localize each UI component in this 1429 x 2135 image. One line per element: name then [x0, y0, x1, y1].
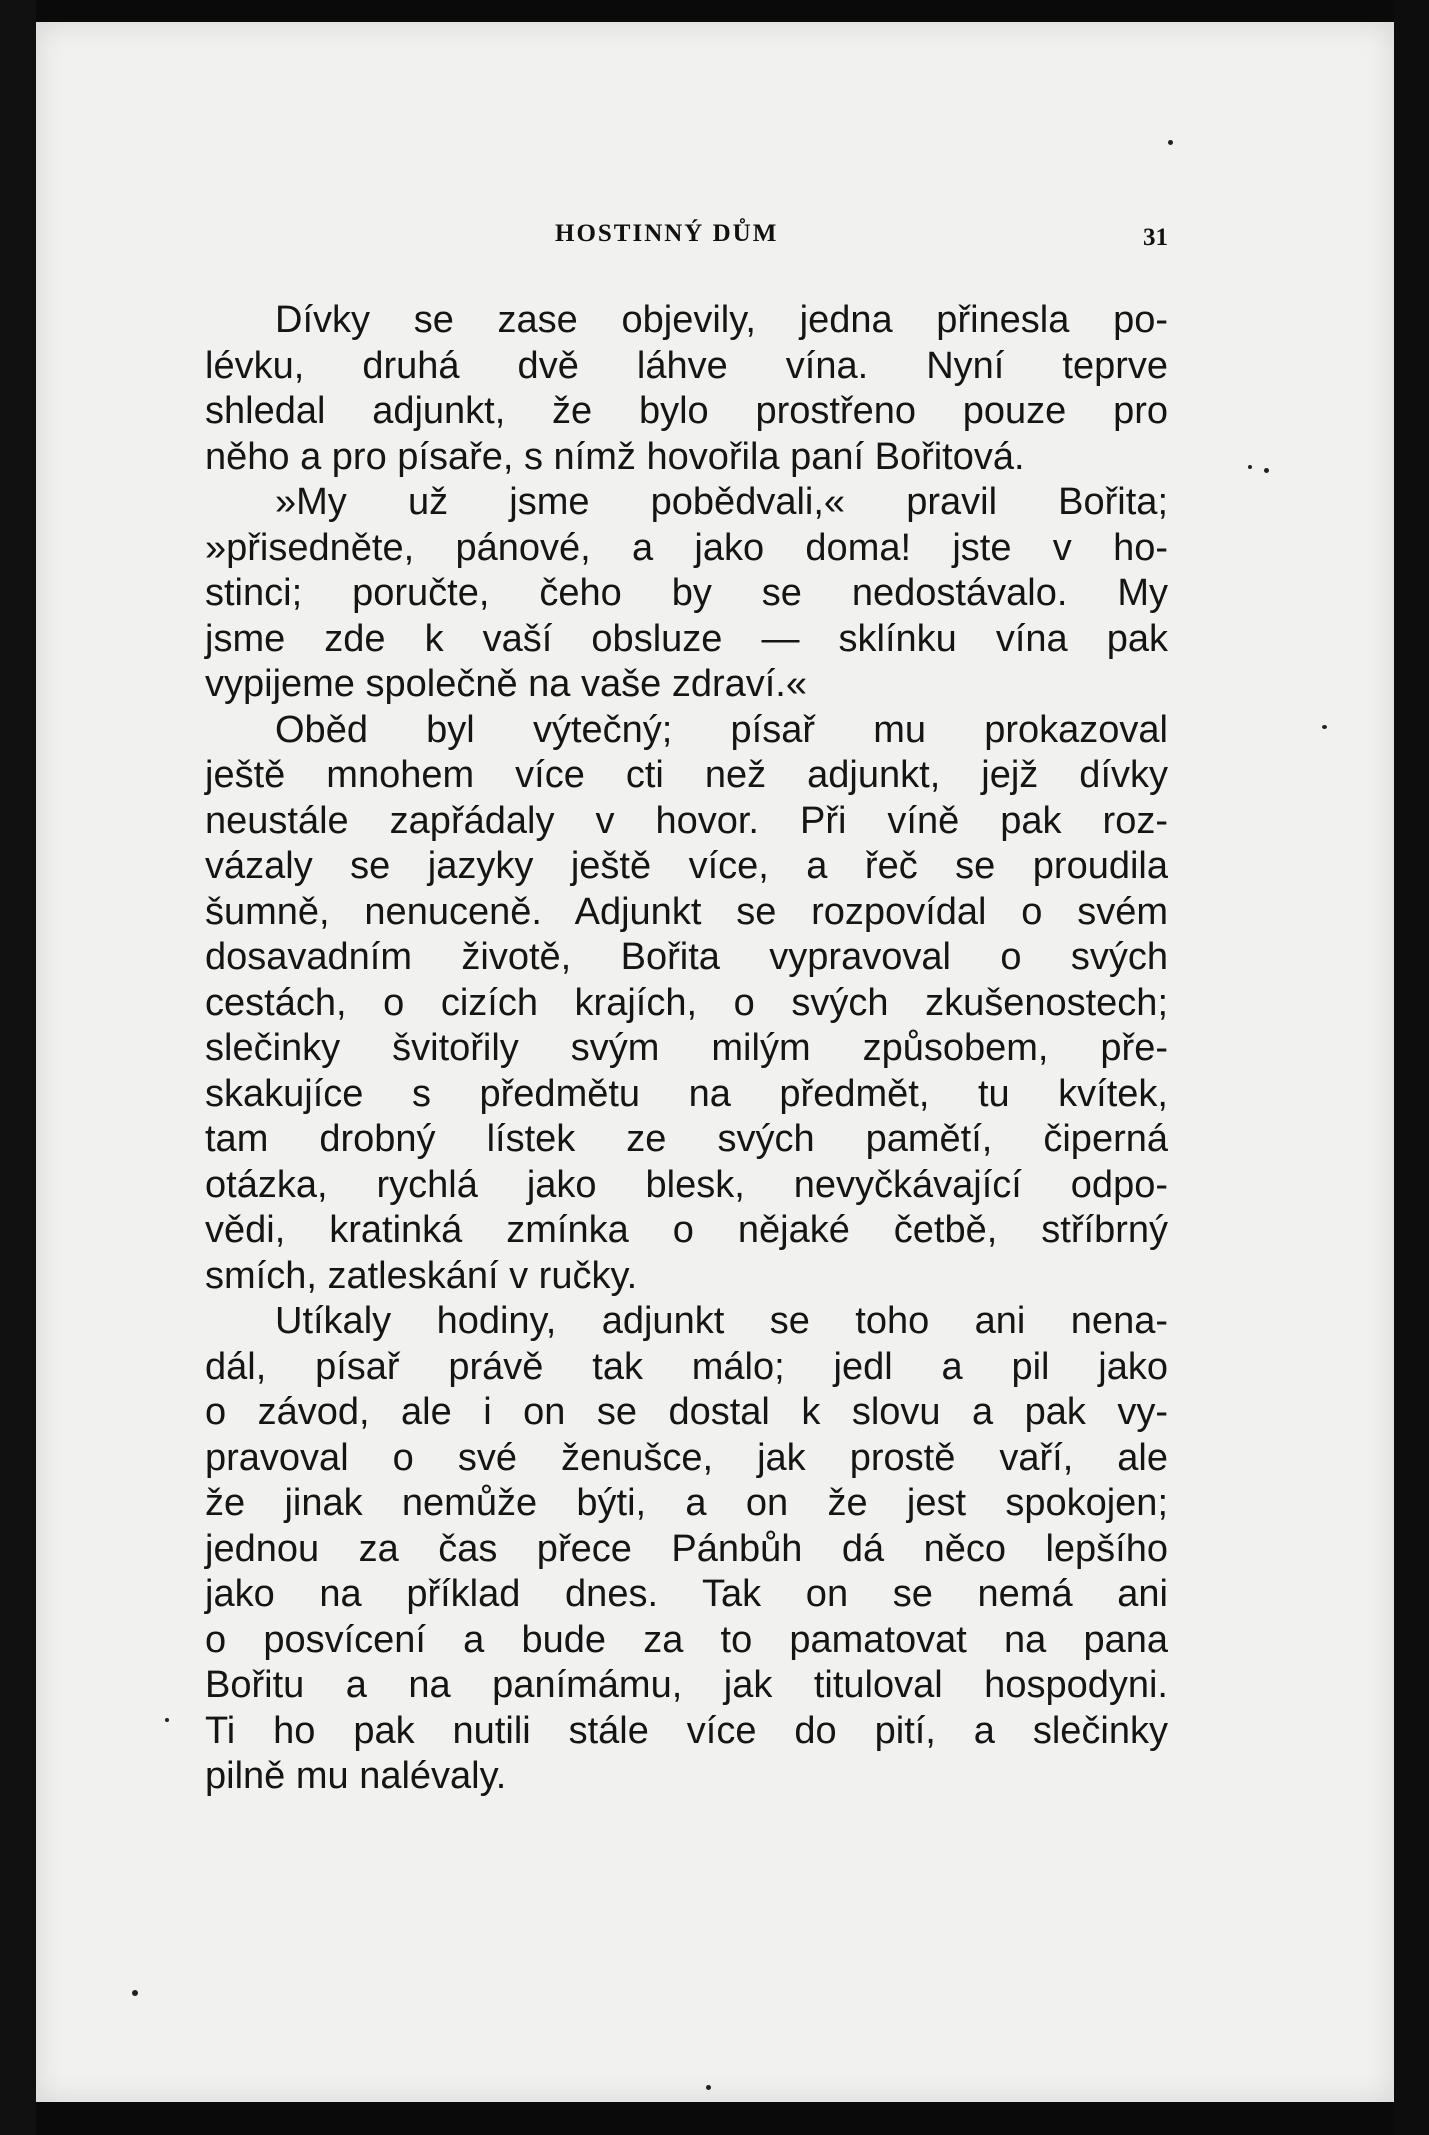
text-line: že jinak nemůže býti, a on že jest spokojen;: [205, 1482, 1168, 1524]
text-line: o posvícení a bude za to pamatovat na pana: [205, 1618, 1168, 1661]
text-line: šumně, nenuceně. Adjunkt se rozpovídal o svém: [205, 890, 1168, 933]
text-line: pilně mu nalévaly.: [205, 1755, 507, 1797]
scan-speck: [706, 2085, 711, 2090]
text-line: pravoval o své ženušce, jak prostě vaří, ale: [205, 1436, 1168, 1479]
paragraph-3: [205, 708, 1168, 1300]
body-text: [205, 298, 1168, 1800]
scan-speck: [165, 1718, 169, 1722]
text-line: stinci; poručte, čeho by se nedostávalo. My: [205, 572, 1168, 614]
text-line: Ti ho pak nutili stále více do pití, a slečinky: [205, 1709, 1168, 1752]
scan-speck: [1264, 468, 1269, 473]
text-line: neustále zapřádaly v hovor. Při víně pak roz-: [205, 799, 1168, 842]
text-line: jako na příklad dnes. Tak on se nemá ani: [205, 1573, 1168, 1615]
text-line: jsme zde k vaší obsluze — sklínku vína pak: [205, 617, 1168, 660]
text-line: Dívky se zase objevily, jedna přinesla po-: [275, 299, 1168, 341]
text-line: skakujíce s předmětu na předmět, tu kvítek,: [205, 1072, 1168, 1115]
scan-speck: [1168, 140, 1173, 145]
text-line: »přisedněte, pánové, a jako doma! jste v ho-: [205, 526, 1168, 569]
scan-left-edge: [0, 0, 36, 2135]
paragraph-1: [205, 298, 1168, 480]
running-head: [205, 220, 1168, 260]
text-line: dál, písař právě tak málo; jedl a pil jako: [205, 1345, 1168, 1388]
text-line: Utíkaly hodiny, adjunkt se toho ani nena-: [275, 1300, 1168, 1342]
text-line: ještě mnohem více cti než adjunkt, jejž dívky: [205, 754, 1168, 796]
paragraph-4: [205, 1299, 1168, 1800]
text-line: tam drobný lístek ze svých pamětí, čiperná: [205, 1118, 1168, 1160]
text-line: smích, zatleskání v ručky.: [205, 1254, 638, 1297]
page-number: 31: [1143, 224, 1168, 251]
running-title: HOSTINNÝ DŮM: [555, 220, 779, 247]
text-line: slečinky švitořily svým milým způsobem, pře-: [205, 1027, 1168, 1069]
text-line: vypijeme společně na vaše zdraví.«: [205, 663, 807, 705]
scan-right-edge: [1394, 0, 1429, 2135]
text-line: Oběd byl výtečný; písař mu prokazoval: [275, 708, 1168, 751]
text-line: dosavadním životě, Bořita vypravoval o svých: [205, 936, 1168, 978]
text-line: jednou za čas přece Pánbůh dá něco lepšího: [205, 1527, 1168, 1570]
text-line: vázaly se jazyky ještě více, a řeč se proudila: [205, 845, 1168, 887]
scan-speck: [1322, 725, 1327, 729]
text-line: »My už jsme pobědvali,« pravil Bořita;: [275, 481, 1168, 523]
text-line: lévku, druhá dvě láhve vína. Nyní teprve: [205, 344, 1168, 387]
paragraph-2: [205, 480, 1168, 708]
scan-speck: [1248, 465, 1252, 469]
text-line: Bořitu a na panímámu, jak tituloval hospodyni.: [205, 1664, 1168, 1706]
text-line: něho a pro písaře, s nímž hovořila paní Bořitová.: [205, 435, 1025, 478]
text-line: cestách, o cizích krajích, o svých zkušenostech;: [205, 981, 1168, 1024]
text-line: otázka, rychlá jako blesk, nevyčkávající odpo-: [205, 1163, 1168, 1206]
text-line: o závod, ale i on se dostal k slovu a pak vy-: [205, 1391, 1168, 1433]
text-line: shledal adjunkt, že bylo prostřeno pouze pro: [205, 390, 1168, 432]
scan-speck: [132, 1990, 138, 1996]
text-line: vědi, kratinká zmínka o nějaké četbě, stříbrný: [205, 1209, 1168, 1251]
